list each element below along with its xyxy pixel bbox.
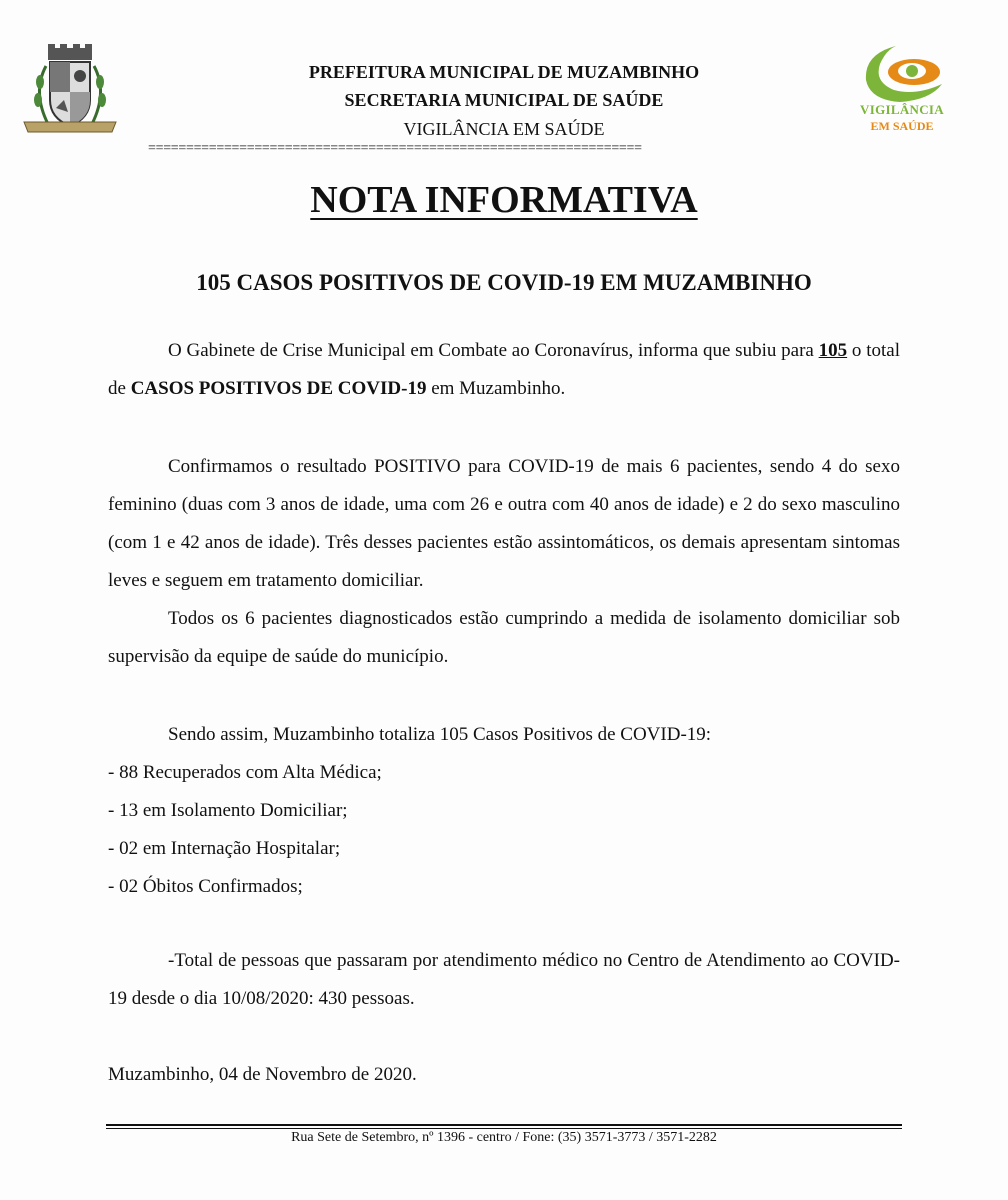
vigilancia-logo [846, 40, 958, 140]
list-item: - 02 Óbitos Confirmados; [108, 876, 303, 897]
paragraph-intro-part1: O Gabinete de Crise Municipal em Combate ao Coronavírus, informa que subiu para [168, 340, 819, 361]
vigilancia-logo-line2: EM SAÚDE [870, 119, 934, 133]
header-separator: ================================================================= [148, 142, 642, 156]
footer-address: Rua Sete de Setembro, nº 1396 - centro / Fone: (35) 3571-3773 / 3571-2282 [291, 1130, 717, 1145]
signoff-date: Muzambinho, 04 de Novembro de 2020. [108, 1064, 417, 1085]
document-subtitle: 105 CASOS POSITIVOS DE COVID-19 EM MUZAMBINHO [196, 270, 812, 295]
footer-divider [106, 1124, 902, 1126]
footer-divider-thin [106, 1128, 902, 1129]
paragraph-new-cases: Confirmamos o resultado POSITIVO para COVID-19 de mais 6 pacientes, sendo 4 do sexo feminino (duas com 3 anos de idade, uma com 26 e outra com 40 anos de idade) e 2 do sexo masculino (com 1 e 42 anos de idade). Três desses pacientes estão assintomáticos, os demais apresentam sintomas leves e seguem em tratamento domiciliar. [108, 456, 900, 591]
vigilancia-emblem-icon [856, 40, 948, 104]
document-title-wrap [0, 178, 1008, 222]
municipal-crest-icon [18, 42, 122, 142]
paragraph-intro-part2: o total de [108, 340, 900, 399]
paragraph-intro-part3: em Muzambinho. [426, 378, 566, 399]
document-title: NOTA INFORMATIVA [310, 179, 698, 221]
list-item: - 13 em Isolamento Domiciliar; [108, 800, 348, 821]
vigilancia-logo-line1: VIGILÂNCIA [860, 102, 944, 117]
summary-intro: Sendo assim, Muzambinho totaliza 105 Casos Positivos de COVID-19: [168, 724, 712, 745]
header-department: VIGILÂNCIA EM SAÚDE [403, 119, 605, 139]
paragraph-isolation: Todos os 6 pacientes diagnosticados estão cumprindo a medida de isolamento domiciliar sob supervisão da equipe de saúde do município. [108, 608, 900, 667]
header-secretariat: SECRETARIA MUNICIPAL DE SAÚDE [344, 90, 664, 110]
paragraph-total-attended: -Total de pessoas que passaram por atendimento médico no Centro de Atendimento ao COVID-19 desde o dia 10/08/2020: 430 pessoas. [108, 950, 900, 1009]
bold-phrase: CASOS POSITIVOS DE COVID-19 [130, 378, 427, 399]
list-item: - 88 Recuperados com Alta Médica; [108, 762, 382, 783]
paragraph-intro [108, 332, 900, 408]
list-item: - 02 em Internação Hospitalar; [108, 838, 341, 859]
header-municipality: PREFEITURA MUNICIPAL DE MUZAMBINHO [308, 62, 700, 82]
case-count: 105 [818, 340, 848, 361]
summary-list [108, 716, 900, 906]
